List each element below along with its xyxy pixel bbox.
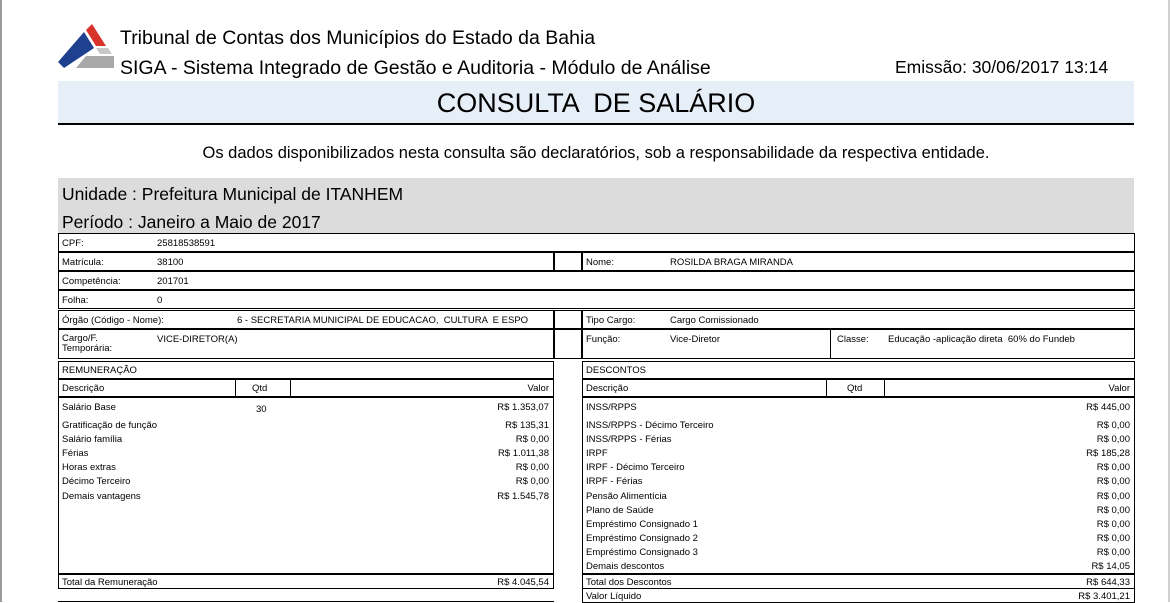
cpf-value: 25818538591 [157,238,216,249]
list-item-valor: R$ 0,00 [1096,476,1130,487]
list-item-valor: R$ 185,28 [1086,448,1130,459]
list-item-valor: R$ 0,00 [1096,547,1130,558]
table-row: Décimo Terceiro [62,476,131,487]
tcm-logo [56,22,116,72]
cargo-label-line2: Temporária: [62,343,113,354]
cpf-label: CPF: [62,238,84,249]
table-row: Salário família [62,434,123,445]
table-row-valor: R$ 1.353,07 [497,402,549,413]
list-item-valor: R$ 0,00 [1096,505,1130,516]
list-item-valor: R$ 445,00 [1086,402,1130,413]
folha-row [58,290,1135,309]
spacer-cell [554,252,582,271]
desc-col-valor-label: Valor [1108,383,1130,394]
cpf-row [58,233,1135,252]
descontos-title: DESCONTOS [586,365,647,376]
folha-value: 0 [157,295,163,306]
page-title: CONSULTA DE SALÁRIO [436,88,756,118]
remuneracao-title: REMUNERAÇÃO [62,365,137,376]
orgao-label: Órgão (Código - Nome): [62,315,164,326]
list-item: INSS/RPPS [586,402,637,413]
tipo-cargo-row [582,310,1135,329]
rem-total-label: Total da Remuneração [62,577,158,588]
cargo-label [62,334,112,354]
rem-total-value: R$ 4.045,54 [497,577,549,588]
desc-total-value: R$ 644,33 [1086,577,1130,588]
funcao-label: Função: [586,334,621,345]
table-row-valor: R$ 0,00 [515,462,549,473]
list-item: IRPF - Férias [586,476,643,487]
rem-col-qtd-label: Qtd [252,383,268,394]
funcao-value: Vice-Diretor [670,334,720,345]
list-item: Demais descontos [586,561,665,572]
list-item-valor: R$ 0,00 [1096,533,1130,544]
cargo-label-line1: Cargo/F. [62,333,98,344]
emission-date: Emissão: 30/06/2017 13:14 [895,57,1109,77]
matricula-row [58,252,554,271]
nome-value: ROSILDA BRAGA MIRANDA [670,257,794,268]
table-row: Horas extras [62,462,116,473]
desc-col-qtd-label: Qtd [847,383,863,394]
table-row: Salário Base [62,402,116,413]
list-item-valor: R$ 0,00 [1096,519,1130,530]
spacer-cell [554,329,582,359]
competencia-label: Competência: [62,276,121,287]
table-row: Demais vantagens [62,491,141,502]
competencia-row [58,271,1135,290]
liquido-value: R$ 3.401,21 [1078,591,1130,602]
list-item: Empréstimo Consignado 2 [586,533,698,544]
table-row-valor: R$ 1.545,78 [497,491,549,502]
list-item: INSS/RPPS - Férias [586,434,672,445]
list-item: IRPF [586,448,608,459]
liquido-label: Valor Líquido [586,591,642,602]
nome-label: Nome: [586,257,614,268]
descontos-header [582,361,1135,379]
matricula-label: Matrícula: [62,257,104,268]
list-item: INSS/RPPS - Décimo Terceiro [586,420,714,431]
list-item-valor: R$ 0,00 [1096,420,1130,431]
org-name: Tribunal de Contas dos Municípios do Estado da Bahia [120,27,596,49]
table-row-valor: R$ 0,00 [515,476,549,487]
title-rule [58,123,1134,125]
orgao-value: 6 - SECRETARIA MUNICIPAL DE EDUCACAO, CULTURA E ESPO [237,315,529,326]
competencia-value: 201701 [157,276,189,287]
periodo: Período : Janeiro a Maio de 2017 [62,212,321,232]
list-item: IRPF - Décimo Terceiro [586,462,685,473]
table-row-valor: R$ 0,00 [515,434,549,445]
list-item-valor: R$ 0,00 [1096,462,1130,473]
rem-col-valor-label: Valor [527,383,549,394]
table-row-valor: R$ 1.011,38 [497,448,549,459]
list-item: Plano de Saúde [586,505,654,516]
classe-value: Educação -aplicação direta 60% do Fundeb [888,334,1075,345]
matricula-value: 38100 [157,257,184,268]
table-row-valor: R$ 135,31 [505,420,549,431]
list-item-valor: R$ 14,05 [1091,561,1130,572]
list-item: Empréstimo Consignado 1 [586,519,698,530]
table-row: Gratificação de função [62,420,158,431]
list-item-valor: R$ 0,00 [1096,491,1130,502]
tipo-cargo-label: Tipo Cargo: [586,315,636,326]
disclaimer: Os dados disponibilizados nesta consulta são declaratórios, sob a responsabilidade da respectiva entidade. [202,144,990,162]
tipo-cargo-value: Cargo Comissionado [670,315,759,326]
cargo-value: VICE-DIRETOR(A) [157,334,238,345]
list-item-valor: R$ 0,00 [1096,434,1130,445]
unidade: Unidade : Prefeitura Municipal de ITANHEM [62,184,404,204]
rem-col-desc-label: Descrição [62,383,105,394]
table-row-qtd: 30 [256,404,267,415]
desc-total-label: Total dos Descontos [586,577,672,588]
table-row: Férias [62,448,89,459]
cargo-row [58,329,554,359]
classe-label: Classe: [837,334,869,345]
list-item: Empréstimo Consignado 3 [586,547,698,558]
system-name: SIGA - Sistema Integrado de Gestão e Auditoria - Módulo de Análise [120,57,711,79]
nome-row [582,252,1135,271]
list-item: Pensão Alimentícia [586,491,667,502]
folha-label: Folha: [62,295,89,306]
desc-col-desc-label: Descrição [586,383,629,394]
spacer-cell [554,310,582,329]
page-edge-left [0,0,2,602]
